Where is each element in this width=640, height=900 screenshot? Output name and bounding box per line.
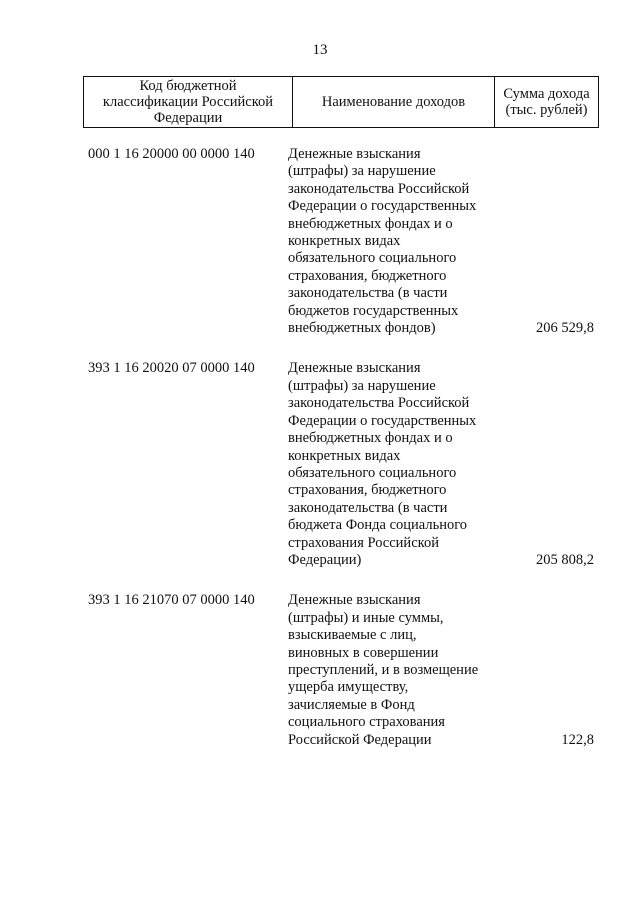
table-body xyxy=(0,146,640,772)
income-sum: 205 808,2 xyxy=(536,551,594,568)
header-cell-name xyxy=(292,77,494,127)
table-row xyxy=(0,592,640,749)
header-code-label: Код бюджетной классификации Российской Федерации xyxy=(102,78,274,126)
table-row xyxy=(0,146,640,337)
budget-code: 393 1 16 20020 07 0000 140 xyxy=(88,360,255,377)
income-sum: 122,8 xyxy=(561,731,594,748)
budget-code: 000 1 16 20000 00 0000 140 xyxy=(88,146,255,162)
table-row xyxy=(0,360,640,569)
income-name: Денежные взыскания (штрафы) и иные суммы, взыскиваемые с лиц, виновных в совершении преступлений, и в возмещение ущерба имуществу, зачисляемые в Фонд социального страхования Российской Федерации xyxy=(288,592,479,748)
header-sum-label: Сумма дохода (тыс. рублей) xyxy=(503,86,590,118)
income-name: Денежные взыскания (штрафы) за нарушение законодательства Российской Федерации о государственных внебюджетных фондах и о конкретных видах обязательного социального страхования, бюджетного законодательства (в части бюджета Фонда социального страхования Российской Федерации) xyxy=(288,360,477,568)
income-sum: 206 529,8 xyxy=(536,320,594,337)
table-header xyxy=(83,76,599,128)
header-cell-sum xyxy=(494,77,598,127)
header-cell-code xyxy=(84,77,292,127)
income-name: Денежные взыскания (штрафы) за нарушение законодательства Российской Федерации о государственных внебюджетных фондах и о конкретных видах обязательного социального страхования, бюджетного законодательства (в части бюджетов государственных внебюджетных фондов) xyxy=(288,146,477,337)
header-name-label: Наименование доходов xyxy=(321,94,466,110)
budget-code: 393 1 16 21070 07 0000 140 xyxy=(88,592,255,609)
page-number: 13 xyxy=(312,42,328,58)
